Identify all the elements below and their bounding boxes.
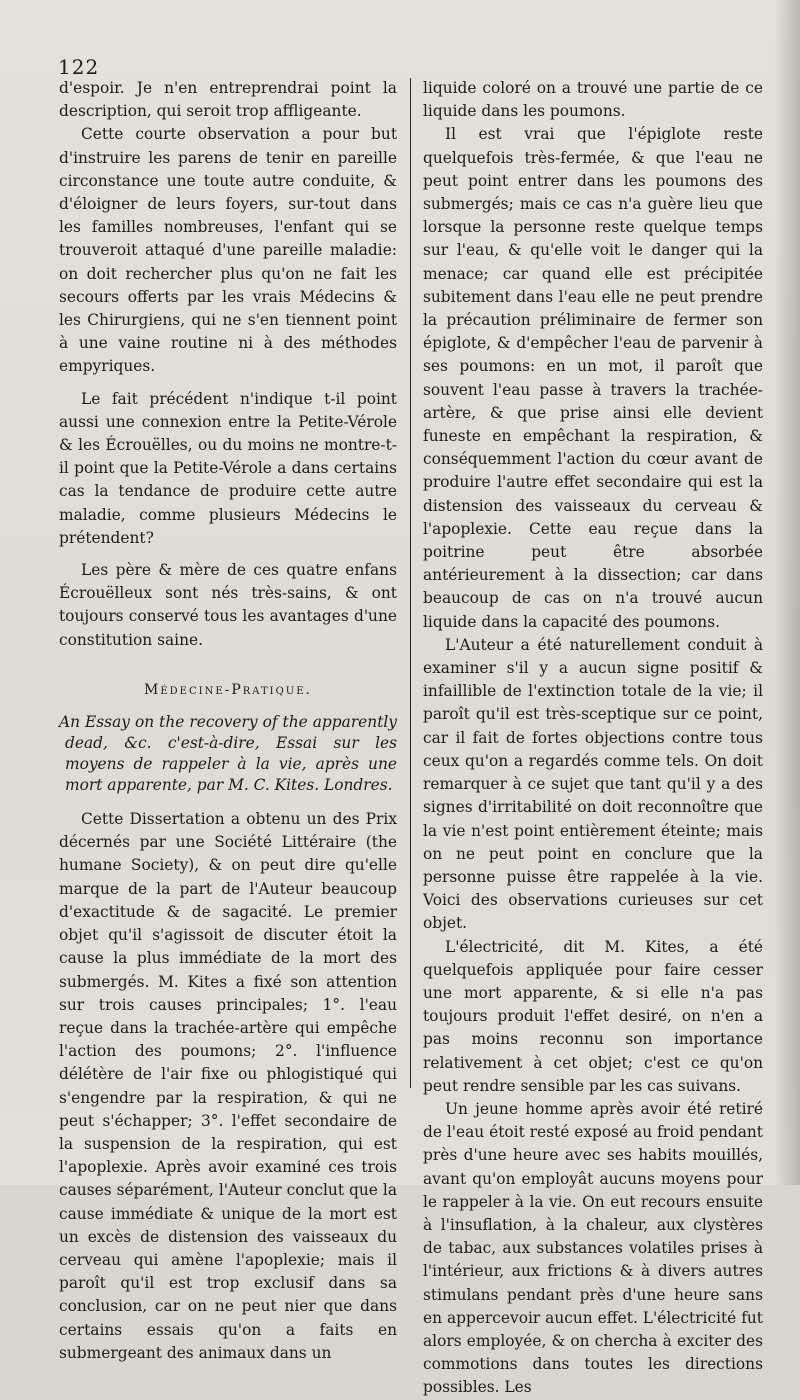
right-paragraph-3: L'Auteur a été naturellement conduit à examiner s'il y a aucun signe positif & infaillible de l'extinction totale de la vie; il paroît qu'il est très-sceptique sur ce point, car il fait de fortes objections contre tous ceux qu'on a regardés comme tels. On doit remarquer à ce sujet que tant qu'il y a des signes d'irritabilité on doit reconnoître que la vie n'est point entièrement éteinte; mais on ne peut point en conclure que la personne puisse être rappelée à la vie. Voici des observations curieuses sur cet objet. [423,635,763,933]
left-paragraph-5: Cette Dissertation a obtenu un des Prix décernés par une Société Littéraire (the humane Society), & on peut dire qu'elle marque de la part de l'Auteur beaucoup d'exactitude & de sagacité. Le premier objet qu'il s'agissoit de discuter étoit la cause la plus immédiate de la mort des submergés. M. Kites a fixé son attention sur trois causes principales; 1°. l'eau reçue dans la trachée-artère qui empêche l'action des poumons; 2°. l'influence délétère de l'air fixe ou phlogistiqué qui s'engendre par la respiration, & qui ne peut s'échapper; 3°. l'effet secondaire de la suspension de la respiration, qui est l'apoplexie. Après avoir examiné ces trois causes séparément, l'Auteur conclut que la cause immédiate & unique de la mort est un excès de distension des vaisseaux du cerveau qui amène l'apoplexie; mais il paroît qu'il est trop exclusif dans sa conclusion, car on ne peut nier que dans certains essais qu'on a faits en submergeant des animaux dans un [59,810,397,1362]
left-paragraph-2: Cette courte observation a pour but d'instruire les parens de tenir en pareille circonstance une toute autre conduite, & d'éloigner de leurs foyers, sur-tout dans les familles nombreuses, l'enfant qui se trouveroit attaqué d'une pareille maladie: on doit rechercher plus qu'on ne fait les secours offerts par les vrais Médecins & les Chirurgiens, qui ne s'en tiennent point à une vaine routine ni à des méthodes empyriques. [59,125,397,376]
section-heading: Médecine-Pratique. [144,681,312,698]
right-paragraph-4: L'électricité, dit M. Kites, a été quelquefois appliquée pour faire cesser une mort apparente, & si elle n'a pas toujours produit l'effet desiré, on n'en a pas moins reconnu son importance relativement à cet objet; c'est ce qu'on peut rendre sensible par les cas suivans. [423,937,763,1095]
right-paragraph-5: Un jeune homme après avoir été retiré de l'eau étoit resté exposé au froid pendant près d'une heure avec ses habits mouillés, avant qu'on employât aucuns moyens pour le rappeler à la vie. On eut recours ensuite à l'insuflation, à la chaleur, aux clystères de tabac, aux substances volatiles prises à l'intérieur, aux frictions & à divers autres stimulans pendant près d'une heure sans en appercevoir aucun effet. L'électricité fut alors employée, & on chercha à exciter des commotions dans toutes les directions possibles. Les [423,1099,763,1397]
page-edge-shadow [774,0,800,1185]
right-paragraph-1: liquide coloré on a trouvé une partie de ce liquide dans les poumons. [423,79,763,121]
left-column [59,77,397,1365]
left-paragraph-3: Le fait précédent n'indique t-il point aussi une connexion entre la Petite-Vérole & les Écrouëlles, ou du moins ne montre-t-il point que la Petite-Vérole a dans certains cas la tendance de produire cette autre maladie, comme plusieurs Médecins le prétendent? [59,389,397,547]
right-column [423,77,763,1400]
left-paragraph-4: Les père & mère de ces quatre enfans Écrouëlleux sont nés très-sains, & ont toujours conservé tous les avantages d'une constitution saine. [59,561,397,649]
column-divider [410,78,411,1088]
article-title: An Essay on the recovery of the apparently dead, &c. c'est-à-dire, Essai sur les moyens de rappeler à la vie, après une mort apparente, par M. C. Kites. Londres. [59,713,397,795]
right-paragraph-2: Il est vrai que l'épiglote reste quelquefois très-fermée, & que l'eau ne peut point entrer dans les poumons des submergés; mais ce cas n'a guère lieu que lorsque la personne reste quelque temps sur l'eau, & qu'elle voit le danger qui la menace; car quand elle est précipitée subitement dans l'eau elle ne peut prendre la précaution préliminaire de fermer son épiglote, & d'empêcher l'eau de parvenir à ses poumons: en un mot, il paroît que souvent l'eau passe à travers la trachée-artère, & que prise ainsi elle devient funeste en empêchant la respiration, & conséquemment l'action du cœur avant de produire l'autre effet secondaire qui est la distension des vaisseaux du cerveau & l'apoplexie. Cette eau reçue dans la poitrine peut être absorbée antérieurement à la dissection; car dans beaucoup de cas on n'a trouvé aucun liquide dans la capacité des poumons. [423,125,763,631]
left-paragraph-1: d'espoir. Je n'en entreprendrai point la description, qui seroit trop affligeante. [59,79,397,121]
page-number: 122 [58,55,100,79]
